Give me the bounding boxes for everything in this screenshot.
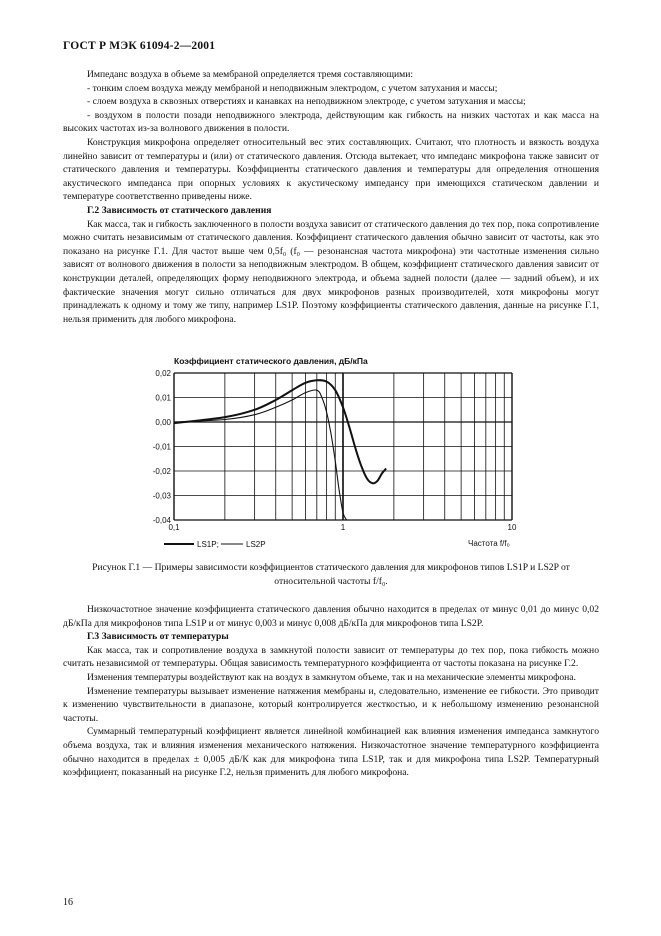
x-axis-label: Частота f/f₀ — [468, 539, 510, 548]
y-tick-label: 0,00 — [155, 418, 171, 427]
x-tick-label: 10 — [507, 523, 517, 532]
series-line-ls1p — [174, 380, 386, 483]
paragraph: Изменение температуры вызывает изменение натяжения мембраны и, следовательно, изменение ее гибкости. Это приводит к изменению чувствительности в диапазоне, который контролируется жесткостью, и к небольшому изменению резонансной частоты. — [63, 685, 599, 724]
chart-title: Коэффициент статического давления, дБ/кПа — [174, 356, 368, 366]
y-tick-label: -0,04 — [152, 516, 171, 525]
chart-grid — [174, 373, 512, 520]
paragraph: Изменения температуры воздействуют как на воздух в замкнутом объеме, так и на механические элементы микрофона. — [87, 671, 576, 683]
page-header: ГОСТ Р МЭК 61094-2—2001 — [63, 40, 216, 52]
list-item: - воздухом в полости позади неподвижного электрода, действующим как гибкость на низких частотах и как масса на высоких частотах из-за волнового движения в полости. — [63, 109, 599, 135]
static-pressure-chart — [140, 352, 540, 557]
paragraph: Конструкция микрофона определяет относительный вес этих составляющих. Считают, что плотность и вязкость воздуха линейно зависит от температуры и (или) от статического давления. Отсюда вытекает, что импеданс микрофона также зависит от статического давления и температуры. Коэффициенты статического давления и температуры для определения отношения акустического импеданса при опорных условиях к акустическому импедансу при имеющихся статическом давлении и температуре соответственно приведены ниже. — [63, 136, 599, 203]
list-item: - слоем воздуха в сквозных отверстиях и канавках на неподвижном электроде, с учетом затухания и массы; — [87, 96, 526, 108]
y-tick-label: -0,02 — [152, 467, 171, 476]
y-tick-label: 0,02 — [155, 369, 171, 378]
paragraph: Суммарный температурный коэффициент является линейной комбинацией как влияния изменения импеданса замкнутого объема воздуха, так и влияния изменения механического натяжения. Низкочастотное значение температурного коэффициента обычно находится в пределах ± 0,005 дБ/К как для микрофона типа LS1P, так и для микрофона типа LS2P. Температурный коэффициент, показанный на рисунке Г.2, нельзя применить для любого микрофона. — [63, 726, 599, 779]
page-number: 16 — [63, 897, 73, 908]
paragraph: Импеданс воздуха в объеме за мембраной определяется тремя составляющими: — [87, 69, 414, 80]
series-line-ls2p — [174, 390, 347, 520]
legend-label-ls1p: LS1P; — [197, 540, 219, 549]
figure-caption: Рисунок Г.1 — Примеры зависимости коэффициентов статического давления для микрофонов типов LS1P и LS2P от относительной частоты f/f₀. — [92, 562, 570, 587]
y-tick-labels — [153, 369, 172, 525]
x-tick-labels — [168, 523, 517, 532]
x-tick-label: 0,1 — [168, 523, 180, 532]
y-tick-label: 0,01 — [155, 393, 171, 403]
x-tick-label: 1 — [340, 523, 346, 532]
paragraph: Как масса, так и сопротивление воздуха в замкнутой полости зависит от температуры до тех пор, пока гибкость можно считать независимой от температуры. Общая зависимость температурного коэффициента от частоты показана на рисунке Г.2. — [63, 644, 599, 670]
bottom-text-block — [63, 603, 599, 780]
section-heading-g2: Г.2 Зависимость от статического давления — [87, 204, 272, 216]
legend-label-ls2p: LS2P — [246, 540, 266, 549]
paragraph: Как масса, так и гибкость заключенного в полости воздуха зависит от статического давления до тех пор, пока сопротивление можно считать независимым от статического давления. Коэффициент статического давления обычно зависит от частоты, как это показано на рисунке Г.1. Для частот выше чем 0,5f₀ (f₀ — резонансная частота микрофона) эти частотные изменения сильно зависят от волнового движения в полости за неподвижным электродом. В общем, коэффициент статического давления зависит от конструкции деталей, определяющих форму неподвижного электрода, и объема задней полости (далее — задний объем), и их фактические значения могут сильно отличаться для двух микрофонов разных производителей, хотя микрофоны могут принадлежать к одному и тому же типу, например LS1P. Поэтому коэффициенты статического давления, данные на рисунке Г.1, нельзя применить для любого микрофона. — [63, 218, 599, 325]
top-text-block — [63, 68, 599, 326]
y-tick-label: -0,01 — [152, 442, 171, 452]
list-item: - тонким слоем воздуха между мембраной и неподвижным электродом, с учетом затухания и массы; — [87, 82, 498, 94]
section-heading-g3: Г.3 Зависимость от температуры — [87, 631, 229, 643]
y-tick-label: -0,03 — [152, 491, 171, 501]
paragraph: Низкочастотное значение коэффициента статического давления обычно находится в пределах от минус 0,01 до минус 0,02 дБ/кПа для микрофонов типа LS1P и от минус 0,003 и минус 0,008 дБ/кПа для микрофонов типа LS2P. — [63, 604, 599, 629]
